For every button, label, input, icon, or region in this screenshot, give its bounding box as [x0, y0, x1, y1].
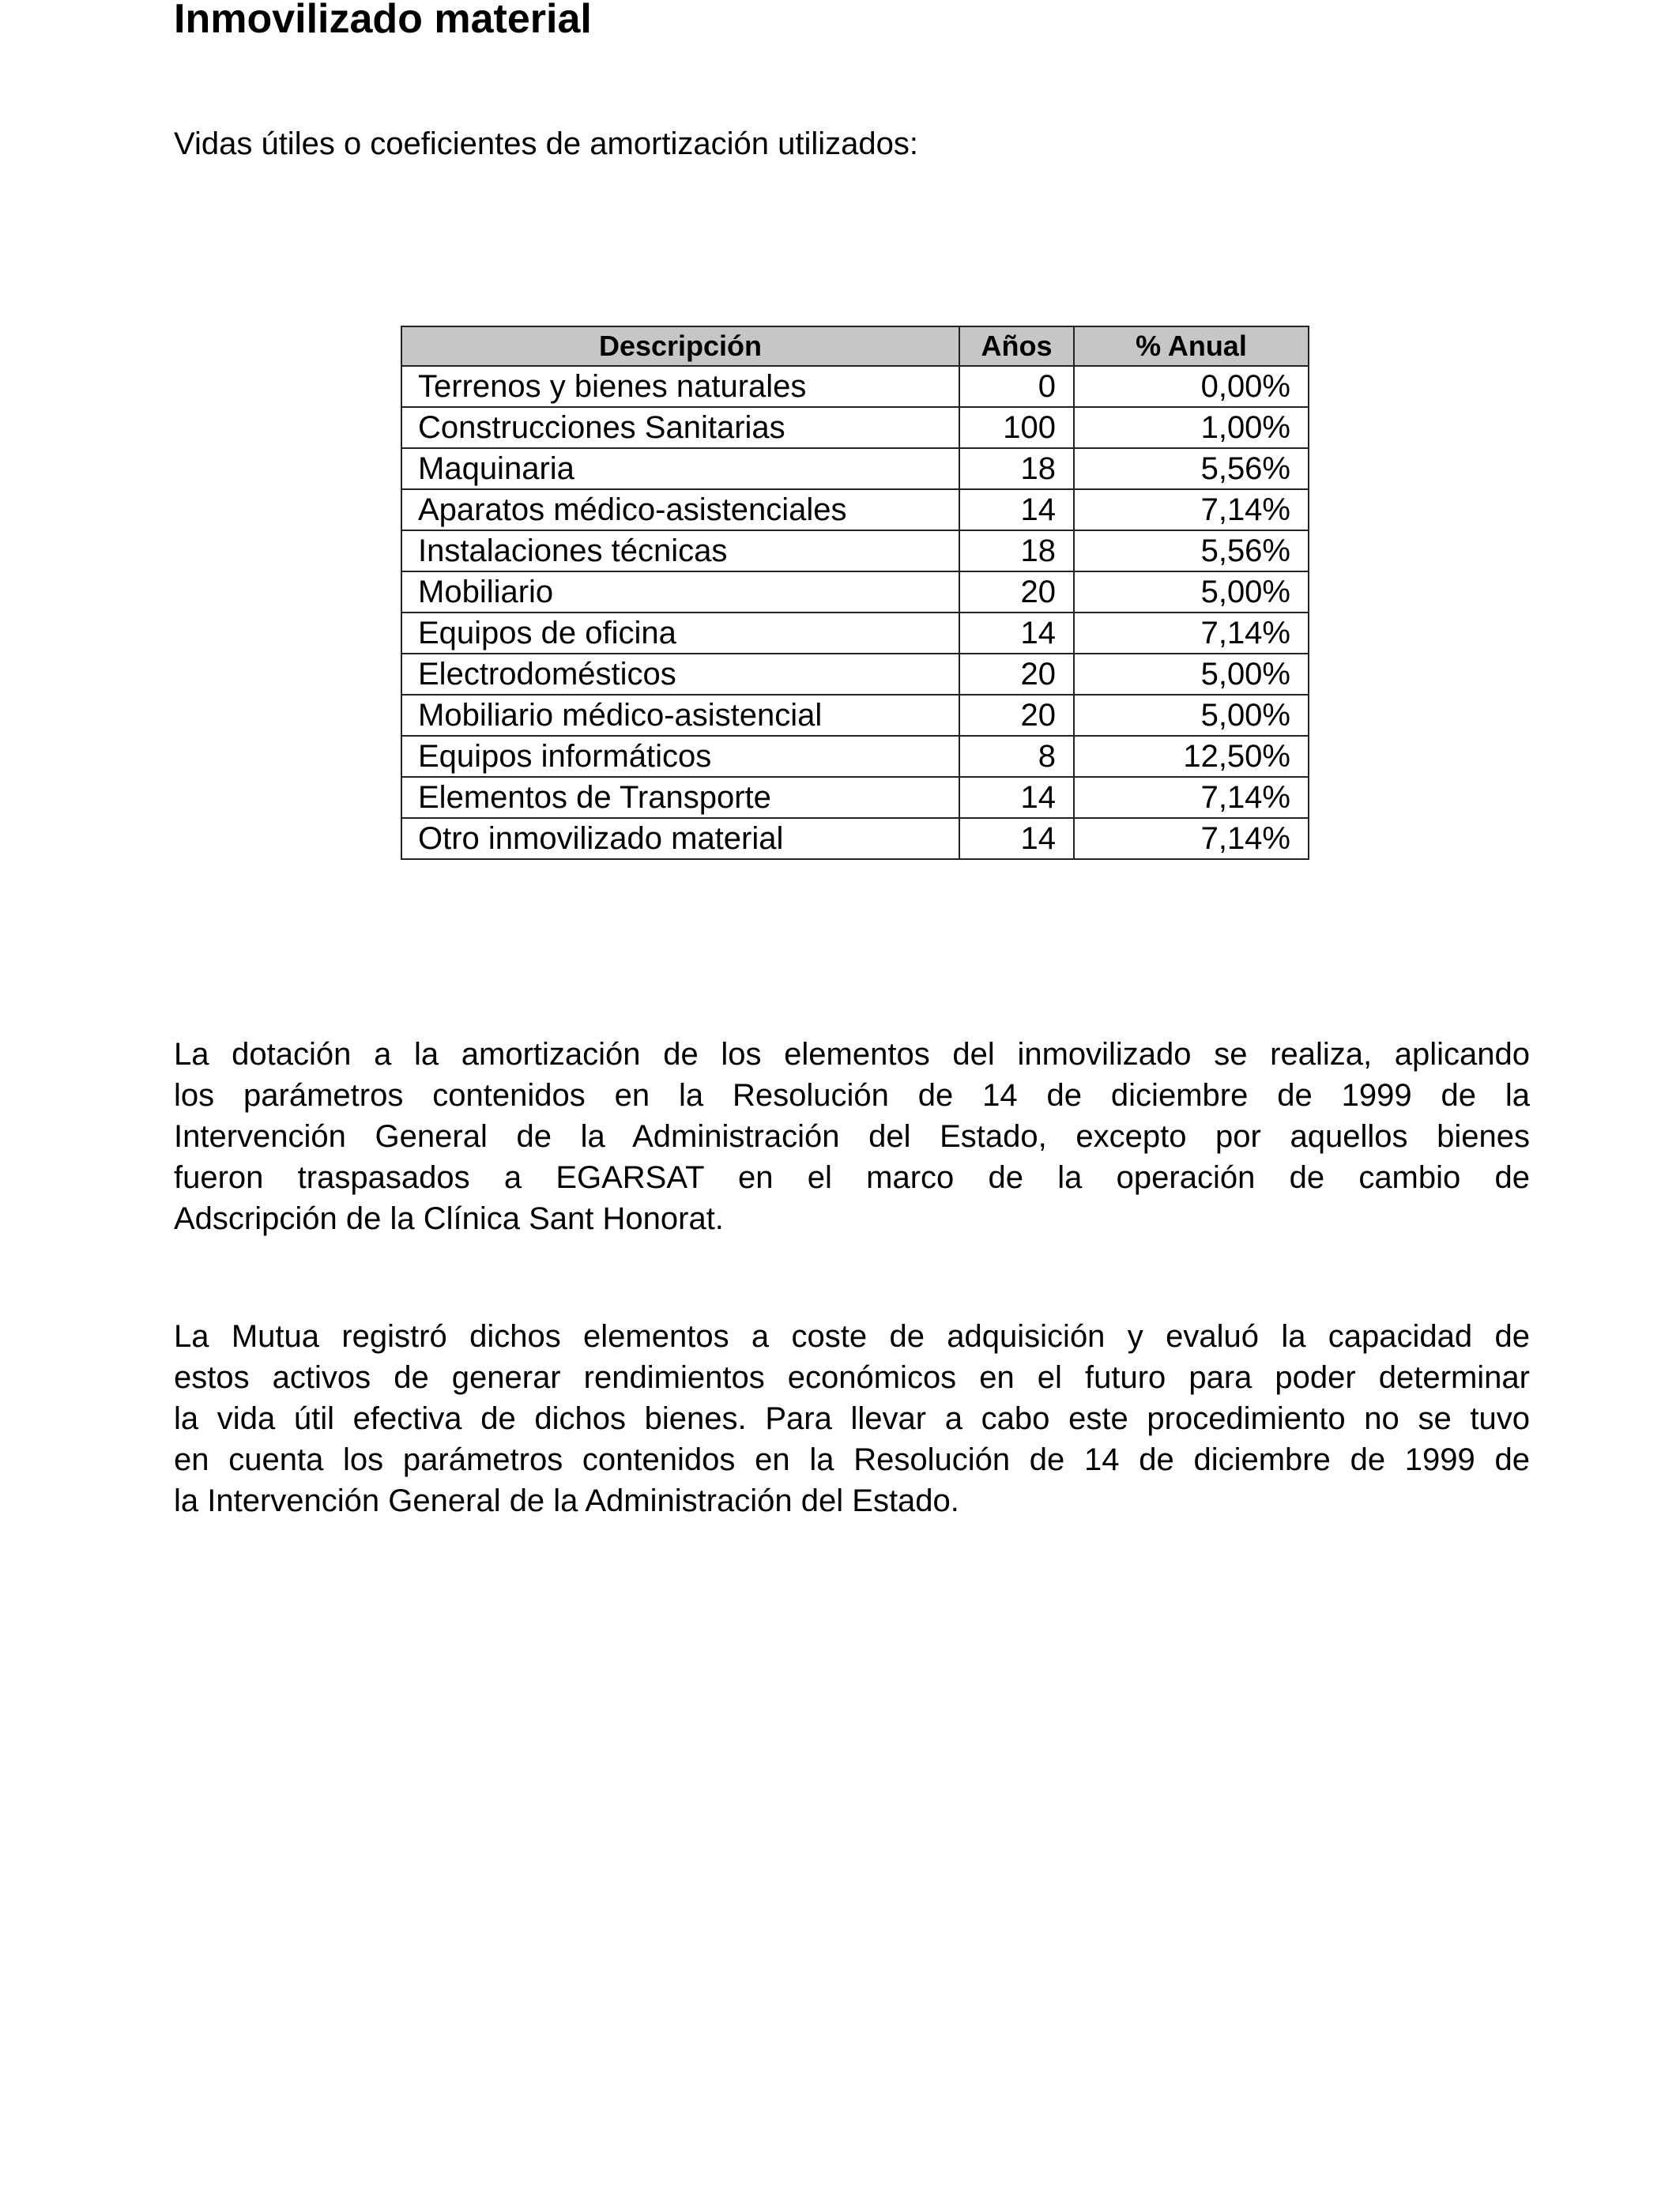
cell-description: Otro inmovilizado material	[401, 818, 959, 859]
section-subtitle: Vidas útiles o coeficientes de amortización utilizados:	[174, 126, 918, 161]
cell-description: Instalaciones técnicas	[401, 530, 959, 571]
table-row	[401, 530, 1309, 571]
cell-years: 18	[959, 448, 1074, 489]
cell-annual-percent: 0,00%	[1074, 366, 1309, 407]
cell-description: Mobiliario	[401, 571, 959, 613]
cell-years: 14	[959, 777, 1074, 818]
cell-description: Electrodomésticos	[401, 654, 959, 695]
cell-annual-percent: 5,56%	[1074, 448, 1309, 489]
cell-years: 8	[959, 736, 1074, 777]
cell-years: 0	[959, 366, 1074, 407]
table-row	[401, 448, 1309, 489]
table-row	[401, 736, 1309, 777]
cell-years: 20	[959, 695, 1074, 736]
paragraph-line: la Intervención General de la Administración del Estado.	[174, 1483, 959, 1518]
paragraph-line: Adscripción de la Clínica Sant Honorat.	[174, 1201, 724, 1236]
table-row	[401, 571, 1309, 613]
page-title: Inmovilizado material	[174, 0, 592, 42]
cell-years: 100	[959, 407, 1074, 448]
paragraph-line: estos activos de generar rendimientos económicos en el futuro para poder determinar	[174, 1360, 1530, 1395]
cell-years: 18	[959, 530, 1074, 571]
cell-annual-percent: 5,00%	[1074, 695, 1309, 736]
cell-description: Elementos de Transporte	[401, 777, 959, 818]
table-row	[401, 654, 1309, 695]
cell-annual-percent: 12,50%	[1074, 736, 1309, 777]
header-years: Años	[959, 326, 1074, 366]
acquisition-cost-paragraph	[174, 1316, 1530, 1521]
table-row	[401, 366, 1309, 407]
cell-annual-percent: 1,00%	[1074, 407, 1309, 448]
table-row	[401, 818, 1309, 859]
cell-annual-percent: 5,00%	[1074, 654, 1309, 695]
table-row	[401, 407, 1309, 448]
table-row	[401, 613, 1309, 654]
cell-description: Construcciones Sanitarias	[401, 407, 959, 448]
paragraph-line: fueron traspasados a EGARSAT en el marco de la operación de cambio de	[174, 1160, 1530, 1195]
paragraph-line: en cuenta los parámetros contenidos en la Resolución de 14 de diciembre de 1999 de	[174, 1442, 1530, 1477]
cell-description: Aparatos médico-asistenciales	[401, 489, 959, 530]
paragraph-line: La Mutua registró dichos elementos a coste de adquisición y evaluó la capacidad de	[174, 1319, 1530, 1354]
cell-annual-percent: 7,14%	[1074, 818, 1309, 859]
cell-annual-percent: 7,14%	[1074, 777, 1309, 818]
cell-annual-percent: 5,56%	[1074, 530, 1309, 571]
cell-description: Mobiliario médico-asistencial	[401, 695, 959, 736]
amortization-method-paragraph	[174, 1034, 1530, 1239]
cell-years: 14	[959, 489, 1074, 530]
cell-years: 14	[959, 613, 1074, 654]
paragraph-line: Intervención General de la Administración del Estado, excepto por aquellos bienes	[174, 1119, 1530, 1154]
cell-years: 20	[959, 571, 1074, 613]
table-row	[401, 489, 1309, 530]
cell-description: Maquinaria	[401, 448, 959, 489]
cell-years: 14	[959, 818, 1074, 859]
cell-annual-percent: 5,00%	[1074, 571, 1309, 613]
table-header-row	[401, 326, 1309, 366]
cell-years: 20	[959, 654, 1074, 695]
cell-annual-percent: 7,14%	[1074, 613, 1309, 654]
header-annual-percent: % Anual	[1074, 326, 1309, 366]
cell-description: Terrenos y bienes naturales	[401, 366, 959, 407]
header-description: Descripción	[401, 326, 959, 366]
cell-annual-percent: 7,14%	[1074, 489, 1309, 530]
useful-life-table	[401, 326, 1309, 860]
cell-description: Equipos informáticos	[401, 736, 959, 777]
paragraph-line: los parámetros contenidos en la Resolución de 14 de diciembre de 1999 de la	[174, 1078, 1530, 1113]
table-row	[401, 777, 1309, 818]
paragraph-line: La dotación a la amortización de los elementos del inmovilizado se realiza, aplicando	[174, 1037, 1530, 1072]
paragraph-line: la vida útil efectiva de dichos bienes. Para llevar a cabo este procedimiento no se tuvo	[174, 1401, 1530, 1436]
table-row	[401, 695, 1309, 736]
cell-description: Equipos de oficina	[401, 613, 959, 654]
